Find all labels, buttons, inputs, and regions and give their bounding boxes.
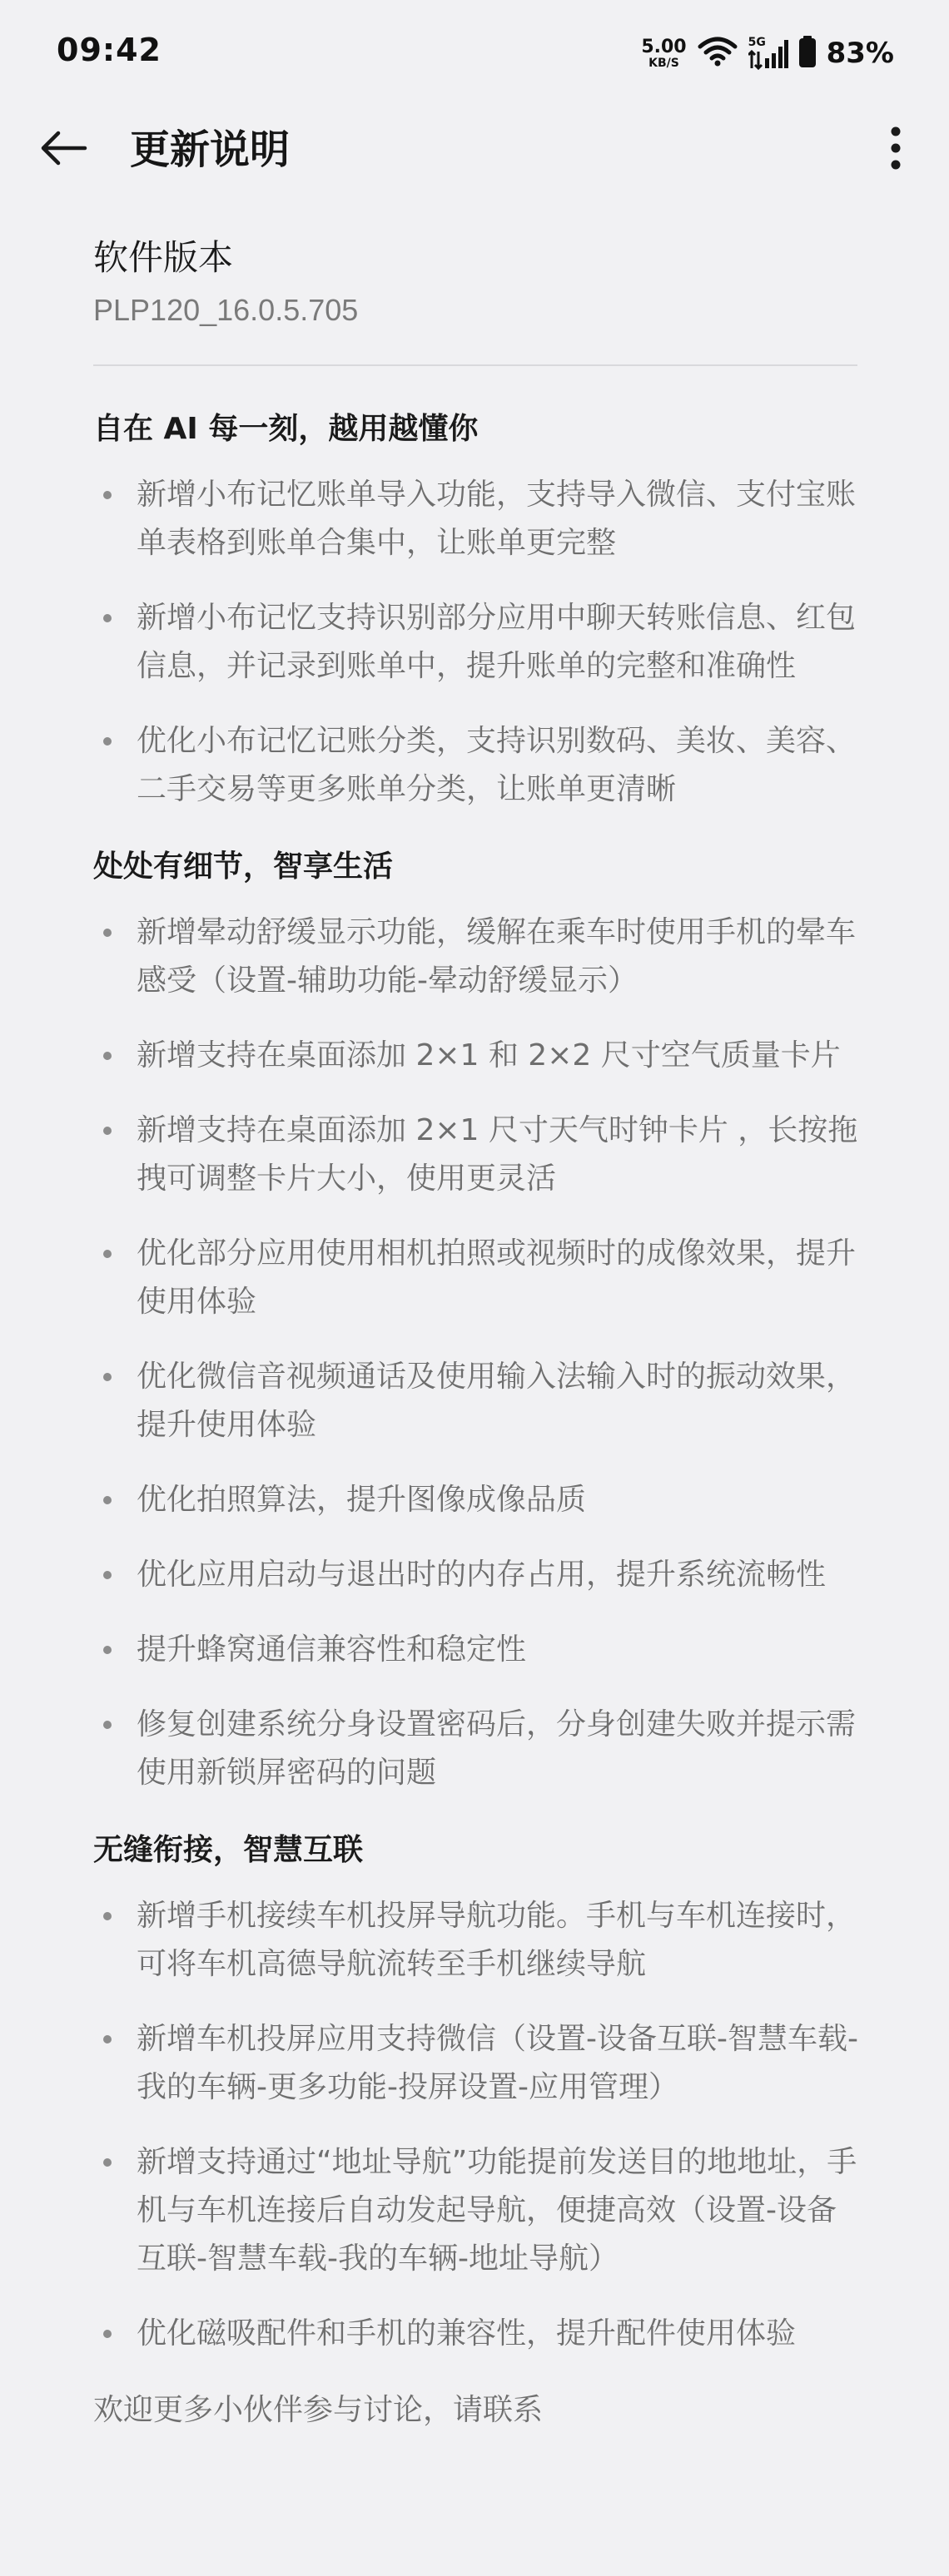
- status-bar: [0, 0, 949, 100]
- network-speed-value: 5.00: [641, 36, 687, 57]
- list-item-text: 修复创建系统分身设置密码后，分身创建失败并提示需使用新锁屏密码的问题: [137, 1707, 857, 1790]
- bullet-icon: [103, 1127, 112, 1135]
- list-item-text: 新增支持通过“地址导航”功能提前发送目的地地址，手机与车机连接后自动发起导航，便捷高效（设置-设备互联-智慧车载-我的车辆-地址导航）: [137, 2145, 857, 2276]
- list-item-text: 新增晕动舒缓显示功能，缓解在乘车时使用手机的晕车感受（设置-辅助功能-晕动舒缓显示）: [137, 915, 857, 998]
- list-item-text: 新增小布记忆账单导入功能，支持导入微信、支付宝账单表格到账单合集中，让账单更完整: [137, 478, 857, 560]
- network-speed-unit: KB/S: [648, 56, 679, 70]
- bullet-icon: [103, 614, 112, 622]
- more-options-button[interactable]: [872, 125, 919, 175]
- bullet-icon: [103, 1912, 112, 1920]
- status-time: 09:42: [57, 32, 161, 68]
- bullet-icon: [103, 2330, 112, 2338]
- release-section: [93, 844, 859, 1797]
- page-title: 更新说明: [130, 126, 291, 173]
- bullet-icon: [103, 1646, 112, 1654]
- bullet-icon: [103, 2035, 112, 2043]
- list-item-text: 优化磁吸配件和手机的兼容性，提升配件使用体验: [137, 2316, 797, 2351]
- list-item-text: 新增车机投屏应用支持微信（设置-设备互联-智慧车载-我的车辆-更多功能-投屏设置-应用管理）: [137, 2022, 858, 2104]
- list-item: [93, 2015, 861, 2112]
- list-item: [93, 1230, 861, 1326]
- battery-percentage: 83%: [826, 37, 894, 70]
- network-speed: [641, 38, 686, 69]
- bullet-icon: [103, 2158, 112, 2167]
- wifi-icon: [697, 35, 738, 72]
- list-item: [93, 471, 861, 567]
- app-header: [0, 108, 949, 191]
- list-item: [93, 2138, 861, 2283]
- bullet-icon: [103, 737, 112, 746]
- list-item-text: 优化微信音视频通话及使用输入法输入时的振动效果，提升使用体验: [137, 1360, 857, 1442]
- section-title: 自在 AI 每一刻，越用越懂你: [93, 412, 479, 446]
- battery-icon: [798, 35, 817, 72]
- bullet-icon: [103, 1250, 112, 1258]
- release-section: [93, 406, 859, 814]
- list-item: [93, 1353, 861, 1449]
- release-items-list: [93, 1892, 859, 2358]
- divider: [93, 364, 857, 366]
- list-item: [93, 1701, 861, 1797]
- list-item: [93, 594, 861, 691]
- section-title: 无缝衔接，智慧互联: [93, 1833, 364, 1867]
- release-items-list: [93, 909, 859, 1797]
- list-item-text: 新增支持在桌面添加 2×1 尺寸天气时钟卡片 ，长按拖拽可调整卡片大小，使用更灵活: [137, 1113, 858, 1196]
- bullet-icon: [103, 1373, 112, 1381]
- list-item: [93, 1476, 861, 1524]
- list-item-text: 新增小布记忆支持识别部分应用中聊天转账信息、红包信息，并记录到账单中，提升账单的完整和准确性: [137, 601, 857, 683]
- list-item-text: 优化应用启动与退出时的内存占用，提升系统流畅性: [137, 1558, 827, 1592]
- list-item-text: 新增手机接续车机投屏导航功能。手机与车机连接时，可将车机高德导航流转至手机继续导航: [137, 1899, 857, 1981]
- bullet-icon: [103, 929, 112, 937]
- list-item: [93, 1551, 861, 1599]
- release-notes-content: [93, 233, 859, 2435]
- list-item-text: 新增支持在桌面添加 2×1 和 2×2 尺寸空气质量卡片: [137, 1038, 841, 1073]
- bullet-icon: [103, 1721, 112, 1729]
- bullet-icon: [103, 1052, 112, 1060]
- list-item-text: 优化小布记忆记账分类，支持识别数码、美妆、美容、二手交易等更多账单分类，让账单更清晰: [137, 724, 857, 806]
- release-section: [93, 1827, 859, 2358]
- software-version-value: PLP120_16.0.5.705: [93, 293, 359, 327]
- section-title: 处处有细节，智享生活: [93, 850, 394, 884]
- bullet-icon: [103, 491, 112, 499]
- back-arrow-icon: [38, 130, 88, 170]
- cellular-signal-icon: [748, 37, 788, 70]
- bullet-icon: [103, 1571, 112, 1579]
- bullet-icon: [103, 1496, 112, 1504]
- back-button[interactable]: [32, 125, 95, 175]
- list-item-text: 提升蜂窝通信兼容性和稳定性: [137, 1632, 527, 1667]
- list-item: [93, 1107, 861, 1203]
- list-item: [93, 2310, 861, 2358]
- status-icons: [641, 35, 894, 72]
- release-items-list: [93, 471, 859, 814]
- list-item-text: 优化拍照算法，提升图像成像品质: [137, 1483, 587, 1517]
- footer-text: 欢迎更多小伙伴参与讨论，请联系: [93, 2393, 544, 2427]
- list-item: [93, 717, 861, 814]
- list-item: [93, 909, 861, 1005]
- list-item: [93, 1892, 861, 1989]
- list-item: [93, 1032, 861, 1080]
- signal-type-label: 5G: [748, 36, 766, 49]
- list-item-text: 优化部分应用使用相机拍照或视频时的成像效果，提升使用体验: [137, 1236, 857, 1319]
- more-vertical-icon: [890, 125, 902, 175]
- software-version-label: 软件版本: [93, 237, 234, 278]
- list-item: [93, 1626, 861, 1674]
